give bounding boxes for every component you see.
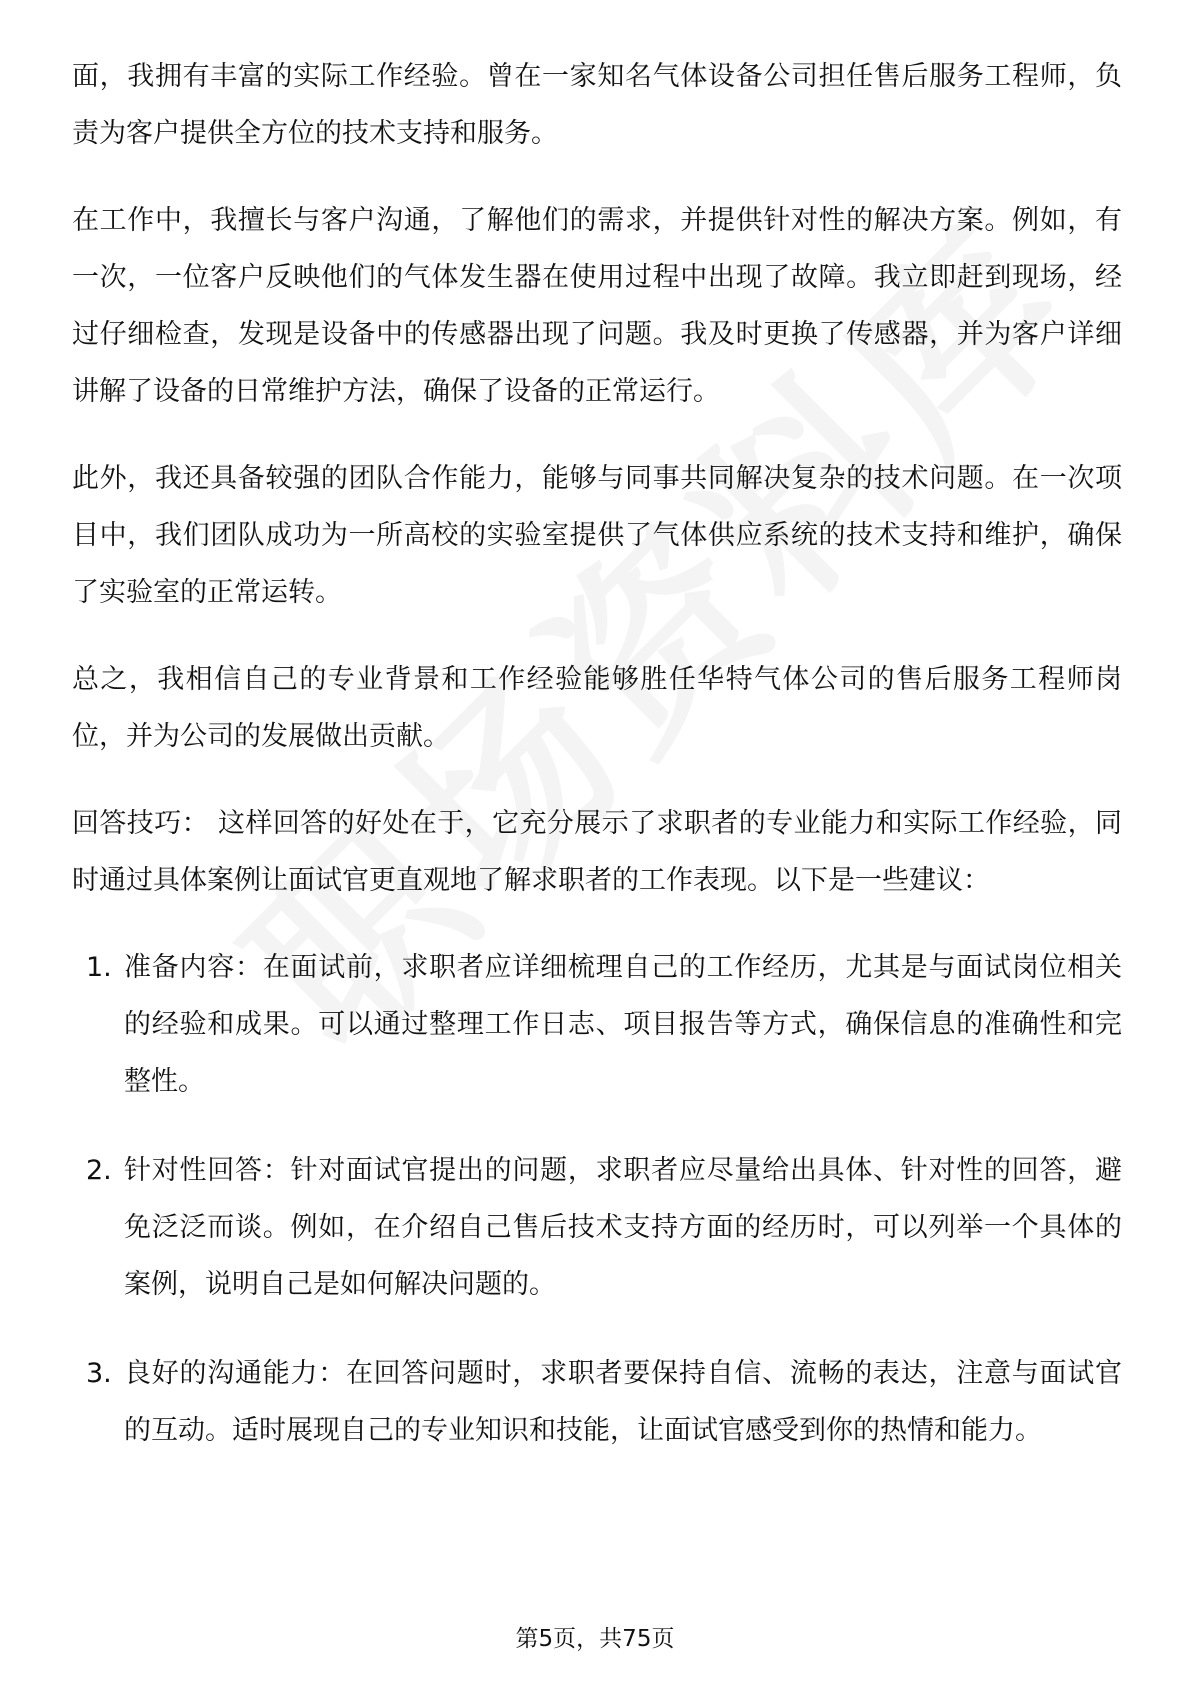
paragraph-answer-tips-intro: 回答技巧： 这样回答的好处在于，它充分展示了求职者的专业能力和实际工作经验，同时通过具体案例让面试官更直观地了解求职者的工作表现。以下是一些建议：	[72, 808, 1122, 896]
list-item-text: 准备内容：在面试前，求职者应详细梳理自己的工作经历，尤其是与面试岗位相关的经验和成果。可以通过整理工作日志、项目报告等方式，确保信息的准确性和完整性。	[124, 952, 1122, 1097]
list-item	[72, 1345, 1122, 1459]
list-item-number: 2.	[86, 1155, 112, 1186]
list-item	[72, 939, 1122, 1110]
list-item-number: 3.	[86, 1358, 112, 1389]
list-item-number: 1.	[86, 952, 112, 983]
tips-list	[72, 939, 1122, 1459]
paragraph-customer-case: 在工作中，我擅长与客户沟通，了解他们的需求，并提供针对性的解决方案。例如，有一次，一位客户反映他们的气体发生器在使用过程中出现了故障。我立即赶到现场，经过仔细检查，发现是设备中的传感器出现了问题。我及时更换了传感器，并为客户详细讲解了设备的日常维护方法，确保了设备的正常运行。	[72, 205, 1122, 407]
paragraph-experience: 面，我拥有丰富的实际工作经验。曾在一家知名气体设备公司担任售后服务工程师，负责为客户提供全方位的技术支持和服务。	[72, 61, 1122, 149]
document-body	[72, 48, 1122, 1491]
list-item-text: 针对性回答：针对面试官提出的问题，求职者应尽量给出具体、针对性的回答，避免泛泛而谈。例如，在介绍自己售后技术支持方面的经历时，可以列举一个具体的案例，说明自己是如何解决问题的。	[124, 1155, 1122, 1300]
paragraph-teamwork: 此外，我还具备较强的团队合作能力，能够与同事共同解决复杂的技术问题。在一次项目中，我们团队成功为一所高校的实验室提供了气体供应系统的技术支持和维护，确保了实验室的正常运转。	[72, 463, 1122, 608]
paragraph-conclusion: 总之，我相信自己的专业背景和工作经验能够胜任华特气体公司的售后服务工程师岗位，并为公司的发展做出贡献。	[72, 664, 1122, 752]
list-item-text: 良好的沟通能力：在回答问题时，求职者要保持自信、流畅的表达，注意与面试官的互动。适时展现自己的专业知识和技能，让面试官感受到你的热情和能力。	[124, 1358, 1122, 1446]
page-number: 第5页，共75页	[515, 1626, 675, 1652]
list-item	[72, 1142, 1122, 1313]
